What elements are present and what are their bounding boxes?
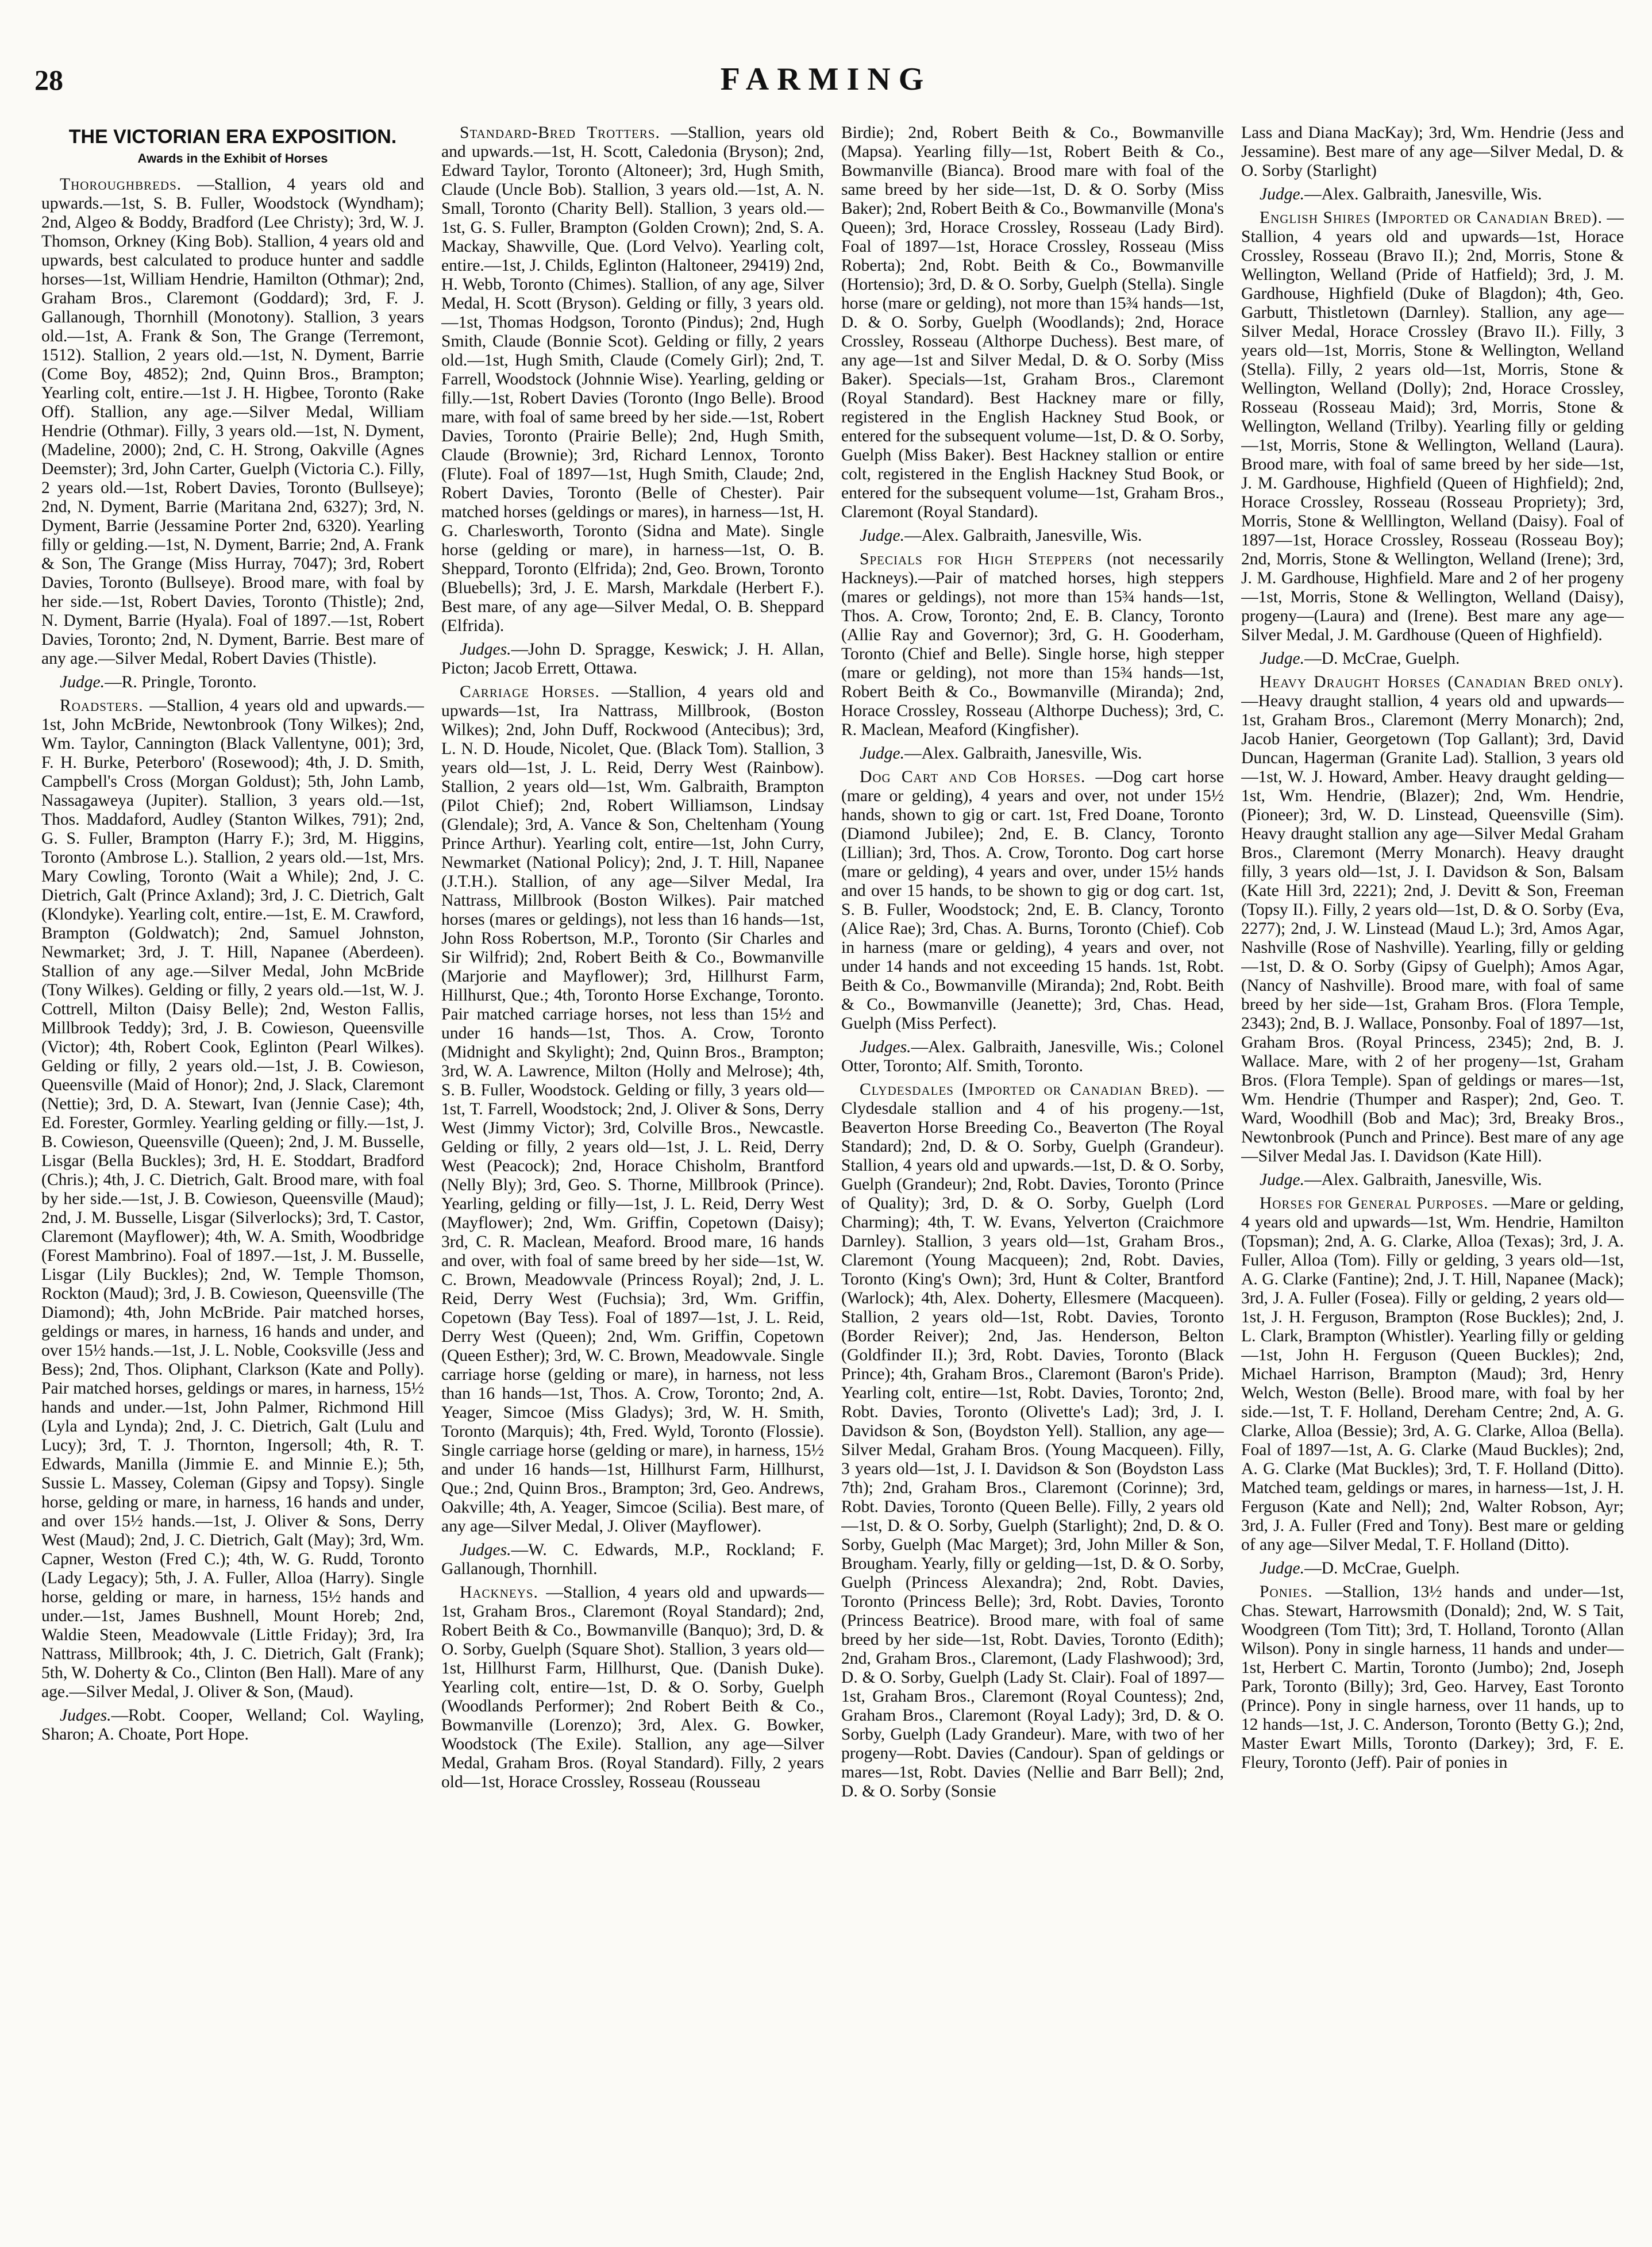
judges-line — [1241, 185, 1624, 204]
section-body: Lass and Diana MacKay); 3rd, Wm. Hendrie (Jess and Jessamine). Best mare of any age—Silver Medal, D. & O. Sorby (Starlight) — [1241, 124, 1624, 180]
judge-names: —Alex. Galbraith, Janesville, Wis.; Colonel Otter, Toronto; Alf. Smith, Toronto. — [841, 1038, 1224, 1075]
judge-label: Judge. — [1260, 649, 1305, 668]
judges-line — [841, 1038, 1224, 1076]
section-heading: Roadsters. — [60, 697, 144, 715]
award-section — [1241, 1194, 1624, 1555]
award-section — [441, 683, 824, 1536]
column-1 — [41, 124, 424, 2221]
column-2 — [441, 124, 824, 2221]
judge-label: Judge. — [1260, 1559, 1305, 1577]
judge-names: —John D. Spragge, Keswick; J. H. Allan, Picton; Jacob Errett, Ottawa. — [441, 640, 824, 678]
judges-line — [1241, 1559, 1624, 1578]
judges-line — [441, 1541, 824, 1579]
judges-line — [1241, 649, 1624, 668]
judge-label: Judges. — [460, 640, 511, 659]
judge-names: —Alex. Galbraith, Janesville, Wis. — [904, 526, 1142, 545]
judges-line — [41, 1706, 424, 1744]
section-body: —Clydesdale stallion and 4 of his progeny.—1st, Beaverton Horse Breeding Co., Beaverton (The Royal Standard); 2nd, D. & O. Sorby, Guelph (Grandeur). Stallion, 4 years old and upwards.—1st, D. & O. Sorby, Guelph (Grandeur); 2nd, Robt. Davies, Toronto (Prince of Quality); 3rd, D. & O. Sorby, Guelph (Lord Charming); 4th, T. W. Evans, Yelverton (Craichmore Darnley). Stallion, 3 years old—1st, Graham Bros., Claremont (Young Macqueen); 2nd, Robt. Davies, Toronto (King's Own); 3rd, Hunt & Colter, Brantford (Warlock); 4th, Alex. Doherty, Ellesmere (Macqueen). Stallion, 2 years old—1st, Robt. Davies, Toronto (Border Reiver); 2nd, Jas. Henderson, Belton (Goldfinder II.); 3rd, Robt. Davies, Toronto (Black Prince); 4th, Graham Bros., Claremont (Baron's Pride). Yearling colt, entire—1st, Robt. Davies, Toronto; 2nd, Robt. Davies, Toronto (Olivette's Lad); 3rd, J. I. Davidson & Son, (Boydston Yell). Stallion, any age—Silver Medal, Graham Bros. (Young Macqueen). Filly, 3 years old—1st, J. I. Davidson & Son (Boydston Lass 7th); 2nd, Graham Bros., Claremont (Corinne); 3rd, Robt. Davies, Toronto (Queen Belle). Filly, 2 years old—1st, D. & O. Sorby, Guelph (Starlight); 2nd, D. & O. Sorby, Guelph (Mac Marget); 3rd, John Miller & Son, Brougham. Yearly, filly or gelding—1st, D. & O. Sorby, Guelph (Princess Alexandra); 2nd, Robt. Davies, Toronto (Princess Belle); 3rd, Robt. Davies, Toronto (Princess Beatrice). Brood mare, with foal of same breed by her side—1st, Robt. Davies, Toronto (Edith); 2nd, Graham Bros., Claremont, (Lady Flashwood); 3rd, D. & O. Sorby, Guelph (Lady St. Clair). Foal of 1897—1st, Graham Bros., Claremont (Royal Countess); 2nd, Graham Bros., Claremont (Royal Lady); 3rd, D. & O. Sorby, Guelph (Lady Grandeur). Mare, with two of her progeny—Robt. Davies (Candour). Span of geldings or mares—1st, Robt. Davies (Nellie and Barr Bell); 2nd, D. & O. Sorby (Sonsie — [841, 1080, 1224, 1800]
judge-label: Judge. — [860, 744, 905, 763]
judge-names: —R. Pringle, Toronto. — [105, 673, 257, 691]
judge-label: Judges. — [460, 1541, 511, 1559]
section-heading: Specials for High Steppers — [860, 550, 1093, 568]
award-section — [841, 550, 1224, 740]
section-heading: Thoroughbreds. — [60, 175, 182, 194]
judge-label: Judge. — [1260, 1171, 1305, 1189]
judge-names: —Robt. Cooper, Welland; Col. Wayling, Sharon; A. Choate, Port Hope. — [41, 1706, 424, 1744]
judges-line — [441, 640, 824, 678]
judge-names: —Alex. Galbraith, Janesville, Wis. — [1304, 1171, 1542, 1189]
award-section — [1241, 1583, 1624, 1772]
column-4 — [1241, 124, 1624, 2221]
section-heading: Horses for General Purposes. — [1260, 1194, 1489, 1213]
section-heading: Clydesdales (Imported or Canadian Bred). — [860, 1080, 1200, 1099]
award-section — [441, 124, 824, 636]
judge-label: Judge. — [860, 526, 905, 545]
judges-line — [41, 673, 424, 692]
section-heading: Standard-Bred Trotters. — [460, 124, 660, 142]
award-section — [841, 124, 1224, 522]
award-section — [1241, 673, 1624, 1166]
column-3 — [841, 124, 1224, 2221]
judges-line — [1241, 1171, 1624, 1190]
judges-line — [841, 744, 1224, 763]
section-body: —Stallion, 4 years old and upwards.—1st, John McBride, Newtonbrook (Tony Wilkes); 2nd, Wm. Taylor, Cannington (Black Vallentyne, 001); 3rd, F. H. Burke, Peterboro' (Rosewood); 4th, J. D. Smith, Campbell's Cross (Morgan Goldust); 5th, John Lamb, Nassagaweya (Jupiter). Stallion, 3 years old.—1st, Thos. Maddaford, Audley (Stanton Wilkes, 791); 2nd, G. S. Fuller, Brampton (Harry F.); 3rd, M. Higgins, Toronto (Ambrose L.). Stallion, 2 years old.—1st, Mrs. Mary Cowling, Toronto (Wait a While); 2nd, J. C. Dietrich, Galt (Prince Axland); 3rd, J. C. Dietrich, Galt (Klondyke). Yearling colt, entire.—1st, E. M. Crawford, Brampton (Goldwatch); 2nd, Samuel Johnston, Newmarket; 3rd, J. T. Hill, Napanee (Aberdeen). Stallion of any age.—Silver Medal, John McBride (Tony Wilkes). Gelding or filly, 2 years old.—1st, W. J. Cottrell, Milton (Daisy Belle); 2nd, Weston Fallis, Millbrook Teddy); 3rd, J. B. Cowieson, Queensville (Victor); 4th, Robert Cook, Eglinton (Pearl Wilkes). Gelding or filly, 2 years old.—1st, J. B. Cowieson, Queensville (Maid of Honor); 2nd, J. Slack, Claremont (Nettie); 3rd, D. A. Stewart, Ivan (Jennie Case); 4th, Ed. Forester, Gormley. Yearling gelding or filly.—1st, J. B. Cowieson, Queensville (Queen); 2nd, J. M. Busselle, Lisgar (Bella Buckles); 3rd, H. E. Stoddart, Bradford (Chris.); 4th, J. C. Dietrich, Galt. Brood mare, with foal by her side.—1st, J. B. Cowieson, Queensville (Maud); 2nd, J. M. Busselle, Lisgar (Silverlocks); 3rd, T. Castor, Claremont (Mayflower); 4th, W. A. Smith, Woodbridge (Forest Mambrino). Foal of 1897.—1st, J. M. Busselle, Lisgar (Lily Buckles); 2nd, W. Temple Thomson, Rockton (Maud); 3rd, J. B. Cowieson, Queensville (The Diamond); 4th, John McBride. Pair matched horses, geldings or mares, in harness, 16 hands and under, and over 15½ hands.—1st, J. L. Noble, Cooksville (Jess and Bess); 2nd, Thos. Oliphant, Clarkson (Kate and Polly). Pair matched horses, geldings or mares, in harness, 15½ hands and under.—1st, John Palmer, Richmond Hill (Lyla and Lynda); 2nd, J. C. Dietrich, Galt (Lulu and Lucy); 3rd, T. J. Thornton, Ingersoll; 4th, R. T. Edwards, Manilla (Jimmie E. and Minnie E.); 5th, Sussie L. Massey, Coleman (Gipsy and Topsy). Single horse, gelding or mare, in harness, 16 hands and under, and over 15½ hands.—1st, J. Oliver & Sons, Derry West (Maud); 2nd, J. C. Dietrich, Galt (May); 3rd, Wm. Capner, Weston (Fred C.); 4th, W. G. Rudd, Toronto (Lady Legacy); 5th, J. A. Fuller, Alloa (Harry). Single horse, gelding or mare, in harness, 15½ hands and under.—1st, James Bushnell, Mount Horeb; 2nd, Waldie Steen, Meadowvale (Little Friday); 3rd, Ira Nattrass, Millbrook; 4th, J. C. Dietrich, Galt (Frank); 5th, W. Doherty & Co., Clinton (Ben Hall). Mare of any age.—Silver Medal, J. Oliver & Son, (Maud). — [41, 697, 424, 1701]
section-body: —Stallion, 4 years old and upwards.—1st, S. B. Fuller, Woodstock (Wyndham); 2nd, Algeo & Boddy, Bradford (Lee Christy); 3rd, W. J. Thomson, Orkney (King Bob). Stallion, 4 years old and upwards, best calculated to produce hunter and saddle horses—1st, William Hendrie, Hamilton (Othmar); 2nd, Graham Bros., Claremont (Goddard); 3rd, F. J. Gallanough, Thornhill (Monotony). Stallion, 3 years old.—1st, A. Frank & Son, The Grange (Terremont, 1512). Stallion, 2 years old.—1st, N. Dyment, Barrie (Come Boy, 4852); 2nd, Quinn Bros., Brampton; Yearling colt, entire.—1st J. H. Higbee, Toronto (Rake Off). Stallion, any age.—Silver Medal, William Hendrie (Othmar). Filly, 3 years old.—1st, N. Dyment, (Madeline, 2000); 2nd, C. H. Strong, Oakville (Agnes Deemster); 3rd, John Carter, Guelph (Victoria C.). Filly, 2 years old.—1st, Robert Davies, Toronto (Bullseye); 2nd, N. Dyment, Barrie (Maritana 2nd, 6327); 3rd, N. Dyment, Barrie (Jessamine Porter 2nd, 6320). Yearling filly or gelding.—1st, N. Dyment, Barrie; 2nd, A. Frank & Son, The Grange (Miss Hurray, 7047); 3rd, Robert Davies, Toronto (Bullseye). Brood mare, with foal by her side.—1st, Robert Davies, Toronto (Thistle); 2nd, N. Dyment, Barrie (Hyala). Foal of 1897.—1st, Robert Davies, Toronto; 2nd, N. Dyment, Barrie. Best mare of any age.—Silver Medal, Robert Davies (Thistle). — [41, 175, 424, 668]
award-section — [1241, 209, 1624, 645]
section-body: —Stallion, years old and upwards.—1st, H. Scott, Caledonia (Bryson); 2nd, Edward Taylor, Toronto (Altoneer); 3rd, Hugh Smith, Claude (Uncle Bob). Stallion, 3 years old.—1st, A. N. Small, Toronto (Charity Bell). Stallion, 3 years old.—1st, G. S. Fuller, Brampton (Golden Crown); 2nd, S. A. Mackay, Shawville, Que. (Lord Velvo). Yearling colt, entire.—1st, J. Childs, Eglinton (Haltoneer, 29419) 2nd, H. Webb, Toronto (Chimes). Stallion, of any age, Silver Medal, H. Scott (Bryson). Gelding or filly, 3 years old.—1st, Thomas Hodgson, Toronto (Pindus); 2nd, Hugh Smith, Claude (Bonnie Scot). Gelding or filly, 2 years old.—1st, Hugh Smith, Claude (Comely Girl); 2nd, T. Farrell, Woodstock (Johnnie Wise). Yearling, gelding or filly.—1st, Robert Davies (Toronto (Ingo Belle). Brood mare, with foal of same breed by her side.—1st, Robert Davies, Toronto (Prairie Belle); 2nd, Hugh Smith, Claude (Brownie); 3rd, Richard Lennox, Toronto (Flute). Foal of 1897—1st, Hugh Smith, Claude; 2nd, Robert Davies, Toronto (Belle of Chester). Pair matched horses (geldings or mares), in harness—1st, H. G. Charlesworth, Toronto (Sidna and Mate). Single horse (gelding or mare), in harness—1st, O. B. Sheppard, Toronto (Elfrida); 2nd, Geo. Brown, Toronto (Bluebells); 3rd, J. E. Marsh, Markdale (Herbert F.). Best mare, of any age—Silver Medal, O. B. Sheppard (Elfrida). — [441, 124, 824, 635]
section-heading: English Shires (Imported or Canadian Bred). — [1260, 209, 1603, 227]
award-section — [41, 175, 424, 668]
judge-names: —Alex. Galbraith, Janesville, Wis. — [1304, 185, 1542, 203]
section-heading: Hackneys. — [460, 1583, 538, 1602]
article-subtitle: Awards in the Exhibit of Horses — [137, 151, 328, 166]
article-title: THE VICTORIAN ERA EXPOSITION. — [68, 126, 397, 148]
award-section — [41, 697, 424, 1702]
judge-label: Judges. — [60, 1706, 111, 1725]
section-heading: Heavy Draught Horses (Canadian Bred only). — [1260, 673, 1624, 691]
award-section — [441, 1583, 824, 1792]
section-body: Birdie); 2nd, Robert Beith & Co., Bowmanville (Mapsa). Yearling filly—1st, Robert Beith & Co., Bowmanville (Bianca). Brood mare with foal of the same breed by her side—1st, D. & O. Sorby (Miss Baker); 2nd, Robert Beith & Co., Bowmanville (Mona's Queen); 3rd, Horace Crossley, Rosseau (Lady Bird). Foal of 1897—1st, Horace Crossley, Rosseau (Miss Roberta); 2nd, Robt. Beith & Co., Bowmanville (Hortensio); 3rd, D. & O. Sorby, Guelph (Stella). Single horse (mare or gelding), not more than 15¾ hands—1st, D. & O. Sorby, Guelph (Woodlands); 2nd, Horace Crossley, Rosseau (Althorpe Duchess). Best mare, of any age—1st and Silver Medal, D. & O. Sorby (Miss Baker). Specials—1st, Graham Bros., Claremont (Royal Standard). Best Hackney mare or filly, registered in the English Hackney Stud Book, or entered for the subsequent volume—1st, D. & O. Sorby, Guelph (Miss Baker). Best Hackney stallion or entire colt, registered in the English Hackney Stud Book, or entered for the subsequent volume—1st, Graham Bros., Claremont (Royal Standard). — [841, 124, 1224, 521]
judges-line — [841, 526, 1224, 545]
section-body: —Stallion, 4 years old and upwards—1st, Horace Crossley, Rosseau (Bravo II.); 2nd, Morris, Stone & Wellington, Welland (Pride of Hatfield); 3rd, J. M. Gardhouse, Highfield (Duke of Blagdon); 4th, Geo. Garbutt, Thistletown (Darnley). Stallion, any age—Silver Medal, Horace Crossley (Bravo II.). Filly, 3 years old—1st, Morris, Stone & Wellington, Welland (Stella). Filly, 2 years old—1st, Morris, Stone & Wellington, Welland (Dolly); 2nd, Horace Crossley, Rosseau (Rosseau Maid); 3rd, Morris, Stone & Wellington, Welland (Trilby). Yearling filly or gelding—1st, Morris, Stone & Wellington, Welland (Laura). Brood mare, with foal of same breed by her side—1st, J. M. Gardhouse, Highfield (Queen of Highfield); 2nd, Horace Crossley, Rosseau (Rosseau Propriety); 3rd, Morris, Stone & Welllington, Welland (Daisy). Foal of 1897—1st, Horace Crossley, Rosseau (Rosseau Boy); 2nd, Morris, Stone & Wellington, Welland (Irene); 3rd, J. M. Gardhouse, Highfield. Mare and 2 of her progeny—1st, Morris, Stone & Wellington, Welland (Daisy), progeny—(Laura) and (Irene). Best mare any age—Silver Medal, J. M. Gardhouse (Queen of Highfield). — [1241, 209, 1624, 644]
running-title: FARMING — [720, 61, 932, 97]
section-body: —Stallion, 4 years old and upwards—1st, Graham Bros., Claremont (Royal Standard); 2nd, Robert Beith & Co., Bowmanville (Banquo); 3rd, D. & O. Sorby, Guelph (Square Shot). Stallion, 3 years old—1st, Hillhurst Farm, Hillhurst, Que. (Danish Duke). Yearling colt, entire—1st, D. & O. Sorby, Guelph (Woodlands Performer); 2nd Robert Beith & Co., Bowmanville (Lorenzo); 3rd, Alex. G. Bowker, Woodstock (The Exile). Stallion, any age—Silver Medal, Graham Bros. (Royal Standard). Filly, 2 years old—1st, Horace Crossley, Rosseau (Rousseau — [441, 1583, 824, 1791]
judge-label: Judges. — [860, 1038, 911, 1056]
section-heading: Ponies. — [1260, 1583, 1313, 1601]
section-heading: Carriage Horses. — [460, 683, 600, 701]
page-number: 28 — [34, 64, 63, 96]
section-body: (not necessarily Hackneys).—Pair of matched horses, high steppers (mares or geldings), not more than 15¾ hands—1st, Thos. A. Crow, Toronto; 2nd, E. B. Clancy, Toronto (Allie Ray and Governor); 3rd, G. H. Gooderham, Toronto (Chief and Belle). Single horse, high stepper (mare or gelding), not more than 15¾ hands—1st, Robert Beith & Co., Bowmanville (Miranda); 2nd, Horace Crossley, Rosseau (Althorpe Duchess); 3rd, C. R. Maclean, Meaford (Kingfisher). — [841, 550, 1224, 739]
award-section — [1241, 124, 1624, 180]
judge-names: —D. McCrae, Guelph. — [1304, 1559, 1460, 1577]
section-body: —Mare or gelding, 4 years old and upwards—1st, Wm. Hendrie, Hamilton (Topsman); 2nd, A. G. Clarke, Alloa (Texas); 3rd, J. A. Fuller, Alloa (Tom). Filly or gelding, 3 years old—1st, A. G. Clarke (Fantine); 2nd, J. T. Hill, Napanee (Mack); 3rd, J. A. Fuller (Fosea). Filly or gelding, 2 years old—1st, J. H. Ferguson, Brampton (Rose Buckles); 2nd, J. L. Clark, Brampton (Whistler). Yearling filly or gelding—1st, John H. Ferguson (Queen Buckles); 2nd, Michael Harrison, Brampton (Maud); 3rd, Henry Welch, Weston (Belle). Brood mare, with foal by her side.—1st, T. F. Holland, Dereham Centre; 2nd, A. G. Clarke, Alloa (Bessie); 3rd, A. G. Clarke, Alloa (Bella). Foal of 1897—1st, A. G. Clarke (Maud Buckles); 2nd, A. G. Clarke (Mat Buckles); 3rd, T. F. Holland (Ditto). Matched team, geldings or mares, in harness—1st, J. H. Ferguson (Kate and Nell); 2nd, Walter Robson, Ayr; 3rd, J. A. Fuller (Fred and Tony). Best mare or gelding of any age—Silver Medal, T. F. Holland (Ditto). — [1241, 1194, 1624, 1554]
section-body: —Stallion, 4 years old and upwards—1st, Ira Nattrass, Millbrook, (Boston Wilkes); 2nd, John Duff, Rockwood (Antecibus); 3rd, L. N. D. Houde, Nicolet, Que. (Black Tom). Stallion, 3 years old—1st, J. L. Reid, Derry West (Rainbow). Stallion, 2 years old—1st, Wm. Galbraith, Brampton (Pilot Chief); 2nd, Robert Williamson, Lindsay (Glendale); 3rd, A. Vance & Son, Cheltenham (Young Prince Arthur). Yearling colt, entire—1st, John Curry, Newmarket (National Policy); 2nd, J. T. Hill, Napanee (J.T.H.). Stallion, of any age—Silver Medal, Ira Nattrass, Millbrook (Boston Wilkes). Pair matched horses (mares or geldings), not less than 16 hands—1st, John Ross Robertson, M.P., Toronto (Sir Charles and Sir Wilfrid); 2nd, Robert Beith & Co., Bowmanville (Marjorie and Mayflower); 3rd, Hillhurst Farm, Hillhurst, Que.; 4th, Toronto Horse Exchange, Toronto. Pair matched carriage horses, not less than 15½ and under 16 hands—1st, Thos. A. Crow, Toronto (Midnight and Skylight); 2nd, Quinn Bros., Brampton; 3rd, W. A. Lawrence, Milton (Holly and Melrose); 4th, S. B. Fuller, Woodstock. Gelding or filly, 3 years old—1st, T. Farrell, Woodstock; 2nd, J. Oliver & Sons, Derry West (Jimmy Victor); 3rd, Colville Bros., Newcastle. Gelding or filly, 2 years old—1st, J. L. Reid, Derry West (Peacock); 2nd, Horace Chisholm, Brantford (Nelly Bly); 3rd, Geo. S. Thorne, Millbrook (Prince). Yearling, gelding or filly—1st, J. L. Reid, Derry West (Mayflower); 2nd, Wm. Griffin, Copetown (Daisy); 3rd, C. R. Maclean, Meaford. Brood mare, 16 hands and over, with foal of same breed by her side—1st, W. C. Brown, Meadowvale (Princess Royal); 2nd, J. L. Reid, Derry West (Fuchsia); 3rd, Wm. Griffin, Copetown (Bay Tess). Foal of 1897—1st, J. L. Reid, Derry West (Queen); 2nd, Wm. Griffin, Copetown (Queen Esther); 3rd, W. C. Brown, Meadowvale. Single carriage horse (gelding or mare), in harness, not less than 16 hands—1st, Thos. A. Crow, Toronto; 2nd, A. Yeager, Simcoe (Miss Gladys); 3rd, W. H. Smith, Toronto (Marquis); 4th, Fred. Wyld, Toronto (Flossie). Single carriage horse (gelding or mare), in harness, 15½ and under 16 hands—1st, Hillhurst Farm, Hillhurst, Que.; 2nd, Quinn Bros., Brampton; 3rd, Geo. Andrews, Oakville; 4th, A. Yeager, Simcoe (Scilia). Best mare, of any age—Silver Medal, J. Oliver (Mayflower). — [441, 683, 824, 1536]
article-columns — [41, 124, 1627, 2221]
award-section — [841, 1080, 1224, 1801]
judge-names: —D. McCrae, Guelph. — [1304, 649, 1460, 668]
judge-names: —Alex. Galbraith, Janesville, Wis. — [904, 744, 1142, 763]
award-section — [841, 768, 1224, 1033]
judge-label: Judge. — [60, 673, 105, 691]
section-body: —Dog cart horse (mare or gelding), 4 years and over, not under 15½ hands, shown to gig or cart. 1st, Fred Doane, Toronto (Diamond Jubilee); 2nd, E. B. Clancy, Toronto (Lillian); 3rd, Thos. A. Crow, Toronto. Dog cart horse (mare or gelding), 4 years and over, under 15½ hands and over 15 hands, to be shown to gig or dog cart. 1st, S. B. Fuller, Woodstock; 2nd, E. B. Clancy, Toronto (Alice Rae); 3rd, Chas. A. Burns, Toronto (Chief). Cob in harness (mare or gelding), 4 years and over, not under 14 hands and not exceeding 15 hands. 1st, Robt. Beith & Co., Bowmanville (Miranda); 2nd, Robt. Beith & Co., Bowmanville (Jeanette); 3rd, Chas. Head, Guelph (Miss Perfect). — [841, 768, 1224, 1033]
section-body: —Heavy draught stallion, 4 years old and upwards—1st, Graham Bros., Claremont (Merry Monarch); 2nd, Jacob Hanier, Georgetown (Top Gallant); 3rd, David Duncan, Hagerman (Granite Lad). Stallion, 3 years old—1st, W. J. Howard, Amber. Heavy draught gelding—1st, Wm. Hendrie, (Blazer); 2nd, Wm. Hendrie, (Pioneer); 3rd, W. D. Linstead, Queensville (Sim). Heavy draught stallion any age—Silver Medal Graham Bros., Claremont (Merry Monarch). Heavy draught filly, 3 years old—1st, J. I. Davidson & Son, Balsam (Kate Hill 3rd, 2221); 2nd, J. Devitt & Son, Freeman (Topsy II.). Filly, 2 years old—1st, D. & O. Sorby (Eva, 2277); 2nd, J. W. Linstead (Maud L.); 3rd, Amos Agar, Nashville (Rose of Nashville). Yearling, filly or gelding—1st, D. & O. Sorby (Gipsy of Guelph); Amos Agar, (Nancy of Nashville). Brood mare, with foal of same breed by her side—1st, Graham Bros. (Flora Temple, 2343); 2nd, B. J. Wallace, Ponsonby. Foal of 1897—1st, Graham Bros. (Royal Princess, 2345); 2nd, B. J. Wallace. Mare, with 2 of her progeny—1st, Graham Bros. (Flora Temple). Span of geldings or mares—1st, Wm. Hendrie (Thumper and Rasper); 2nd, Geo. T. Ward, Woodhill (Bob and Mac); 3rd, Breaky Bros., Newtonbrook (Punch and Prince). Best mare of any age—Silver Medal Jas. I. Davidson (Kate Hill). — [1241, 692, 1624, 1165]
judge-names: —W. C. Edwards, M.P., Rockland; F. Gallanough, Thornhill. — [441, 1541, 824, 1578]
section-heading: Dog Cart and Cob Horses. — [860, 768, 1086, 786]
section-body: —Stallion, 13½ hands and under—1st, Chas. Stewart, Harrowsmith (Donald); 2nd, W. S Tait, Woodgreen (Tom Titt); 3rd, T. Holland, Toronto (Allan Wilson). Pony in single harness, 11 hands and under—1st, Herbert C. Martin, Toronto (Jumbo); 2nd, Joseph Park, Toronto (Billy); 3rd, Geo. Harvey, East Toronto (Prince). Pony in single harness, over 11 hands, up to 12 hands—1st, J. C. Anderson, Toronto (Betty G.); 2nd, Master Ewart Mills, Toronto (Darkey); 3rd, F. E. Fleury, Toronto (Jeff). Pair of ponies in — [1241, 1583, 1624, 1772]
judge-label: Judge. — [1260, 185, 1305, 203]
